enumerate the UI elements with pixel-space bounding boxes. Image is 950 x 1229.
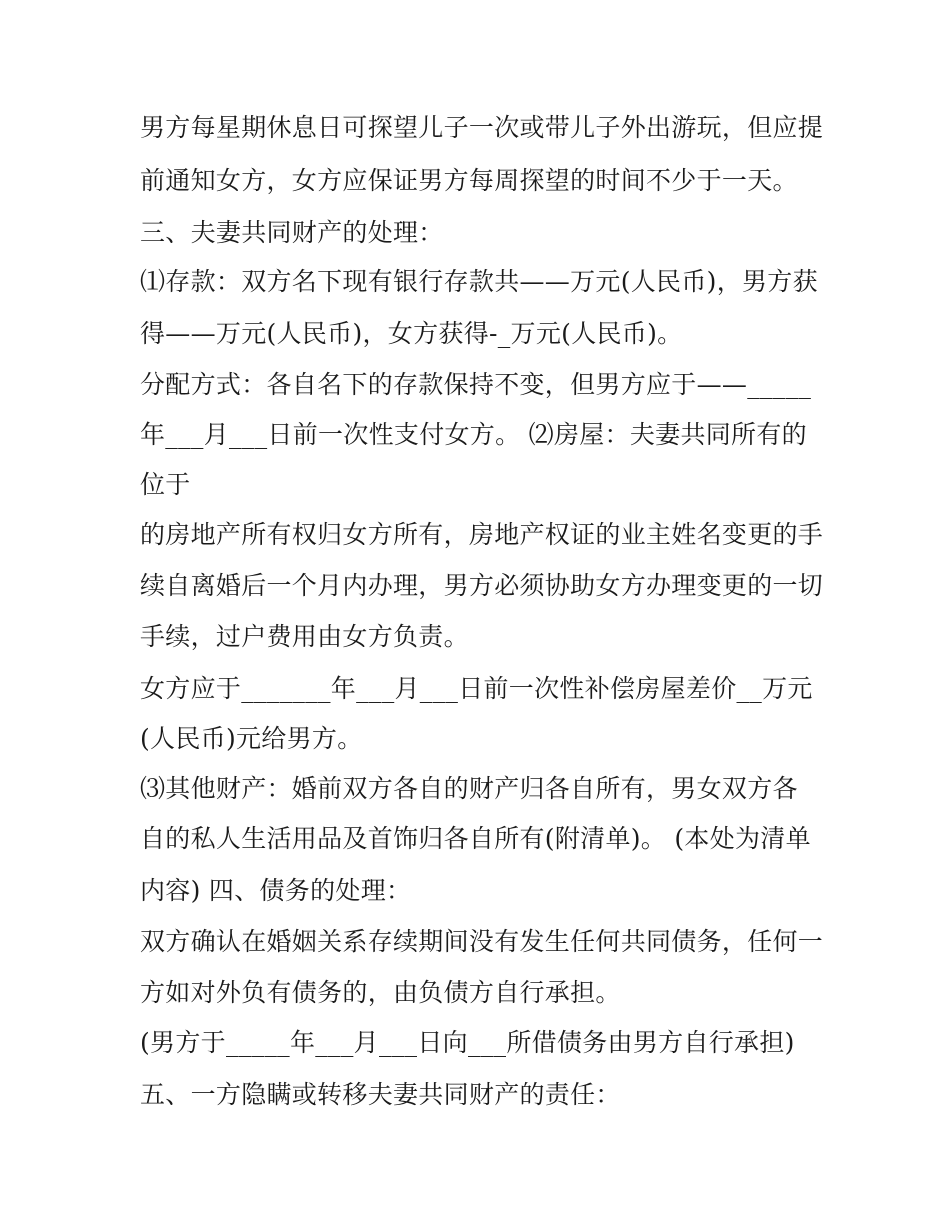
text-line: 女方应于_______年___月___日前一次性补偿房屋差价__万元: [140, 674, 813, 703]
text-line: 双方确认在婚姻关系存续期间没有发生任何共同债务，任何一: [140, 927, 824, 956]
text-line: 年___月___日前一次性支付女方。 ⑵房屋：夫妻共同所有的: [140, 420, 807, 449]
text-line: 位于: [140, 470, 191, 499]
section-heading: 三、夫妻共同财产的处理：: [140, 218, 444, 247]
text-line: (男方于_____年___月___日向___所借债务由男方自行承担): [140, 1028, 795, 1057]
text-line: 自的私人生活用品及首饰归各自所有(附清单)。 (本处为清单: [140, 824, 811, 853]
text-line: 分配方式：各自名下的存款保持不变，但男方应于——_____: [140, 370, 812, 399]
text-line: 前通知女方，女方应保证男方每周探望的时间不少于一天。: [140, 166, 798, 195]
section-heading: 五、一方隐瞒或转移夫妻共同财产的责任：: [140, 1080, 621, 1109]
text-line: 男方每星期休息日可探望儿子一次或带儿子外出游玩，但应提: [140, 113, 824, 142]
text-line: 得——万元(人民币)，女方获得-_万元(人民币)。: [140, 319, 683, 348]
text-line: 手续，过户费用由女方负责。: [140, 622, 469, 651]
section-heading: 内容) 四、债务的处理：: [140, 876, 412, 905]
text-line: ⑶其他财产：婚前双方各自的财产归各自所有，男女双方各: [140, 774, 798, 803]
text-line: 续自离婚后一个月内办理，男方必须协助女方办理变更的一切: [140, 571, 824, 600]
text-line: ⑴存款：双方名下现有银行存款共——万元(人民币)，男方获: [140, 267, 818, 296]
text-line: (人民币)元给男方。: [140, 724, 363, 753]
text-line: 方如对外负有债务的，由负债方自行承担。: [140, 978, 621, 1007]
text-line: 的房地产所有权归女方所有，房地产权证的业主姓名变更的手: [140, 520, 824, 549]
